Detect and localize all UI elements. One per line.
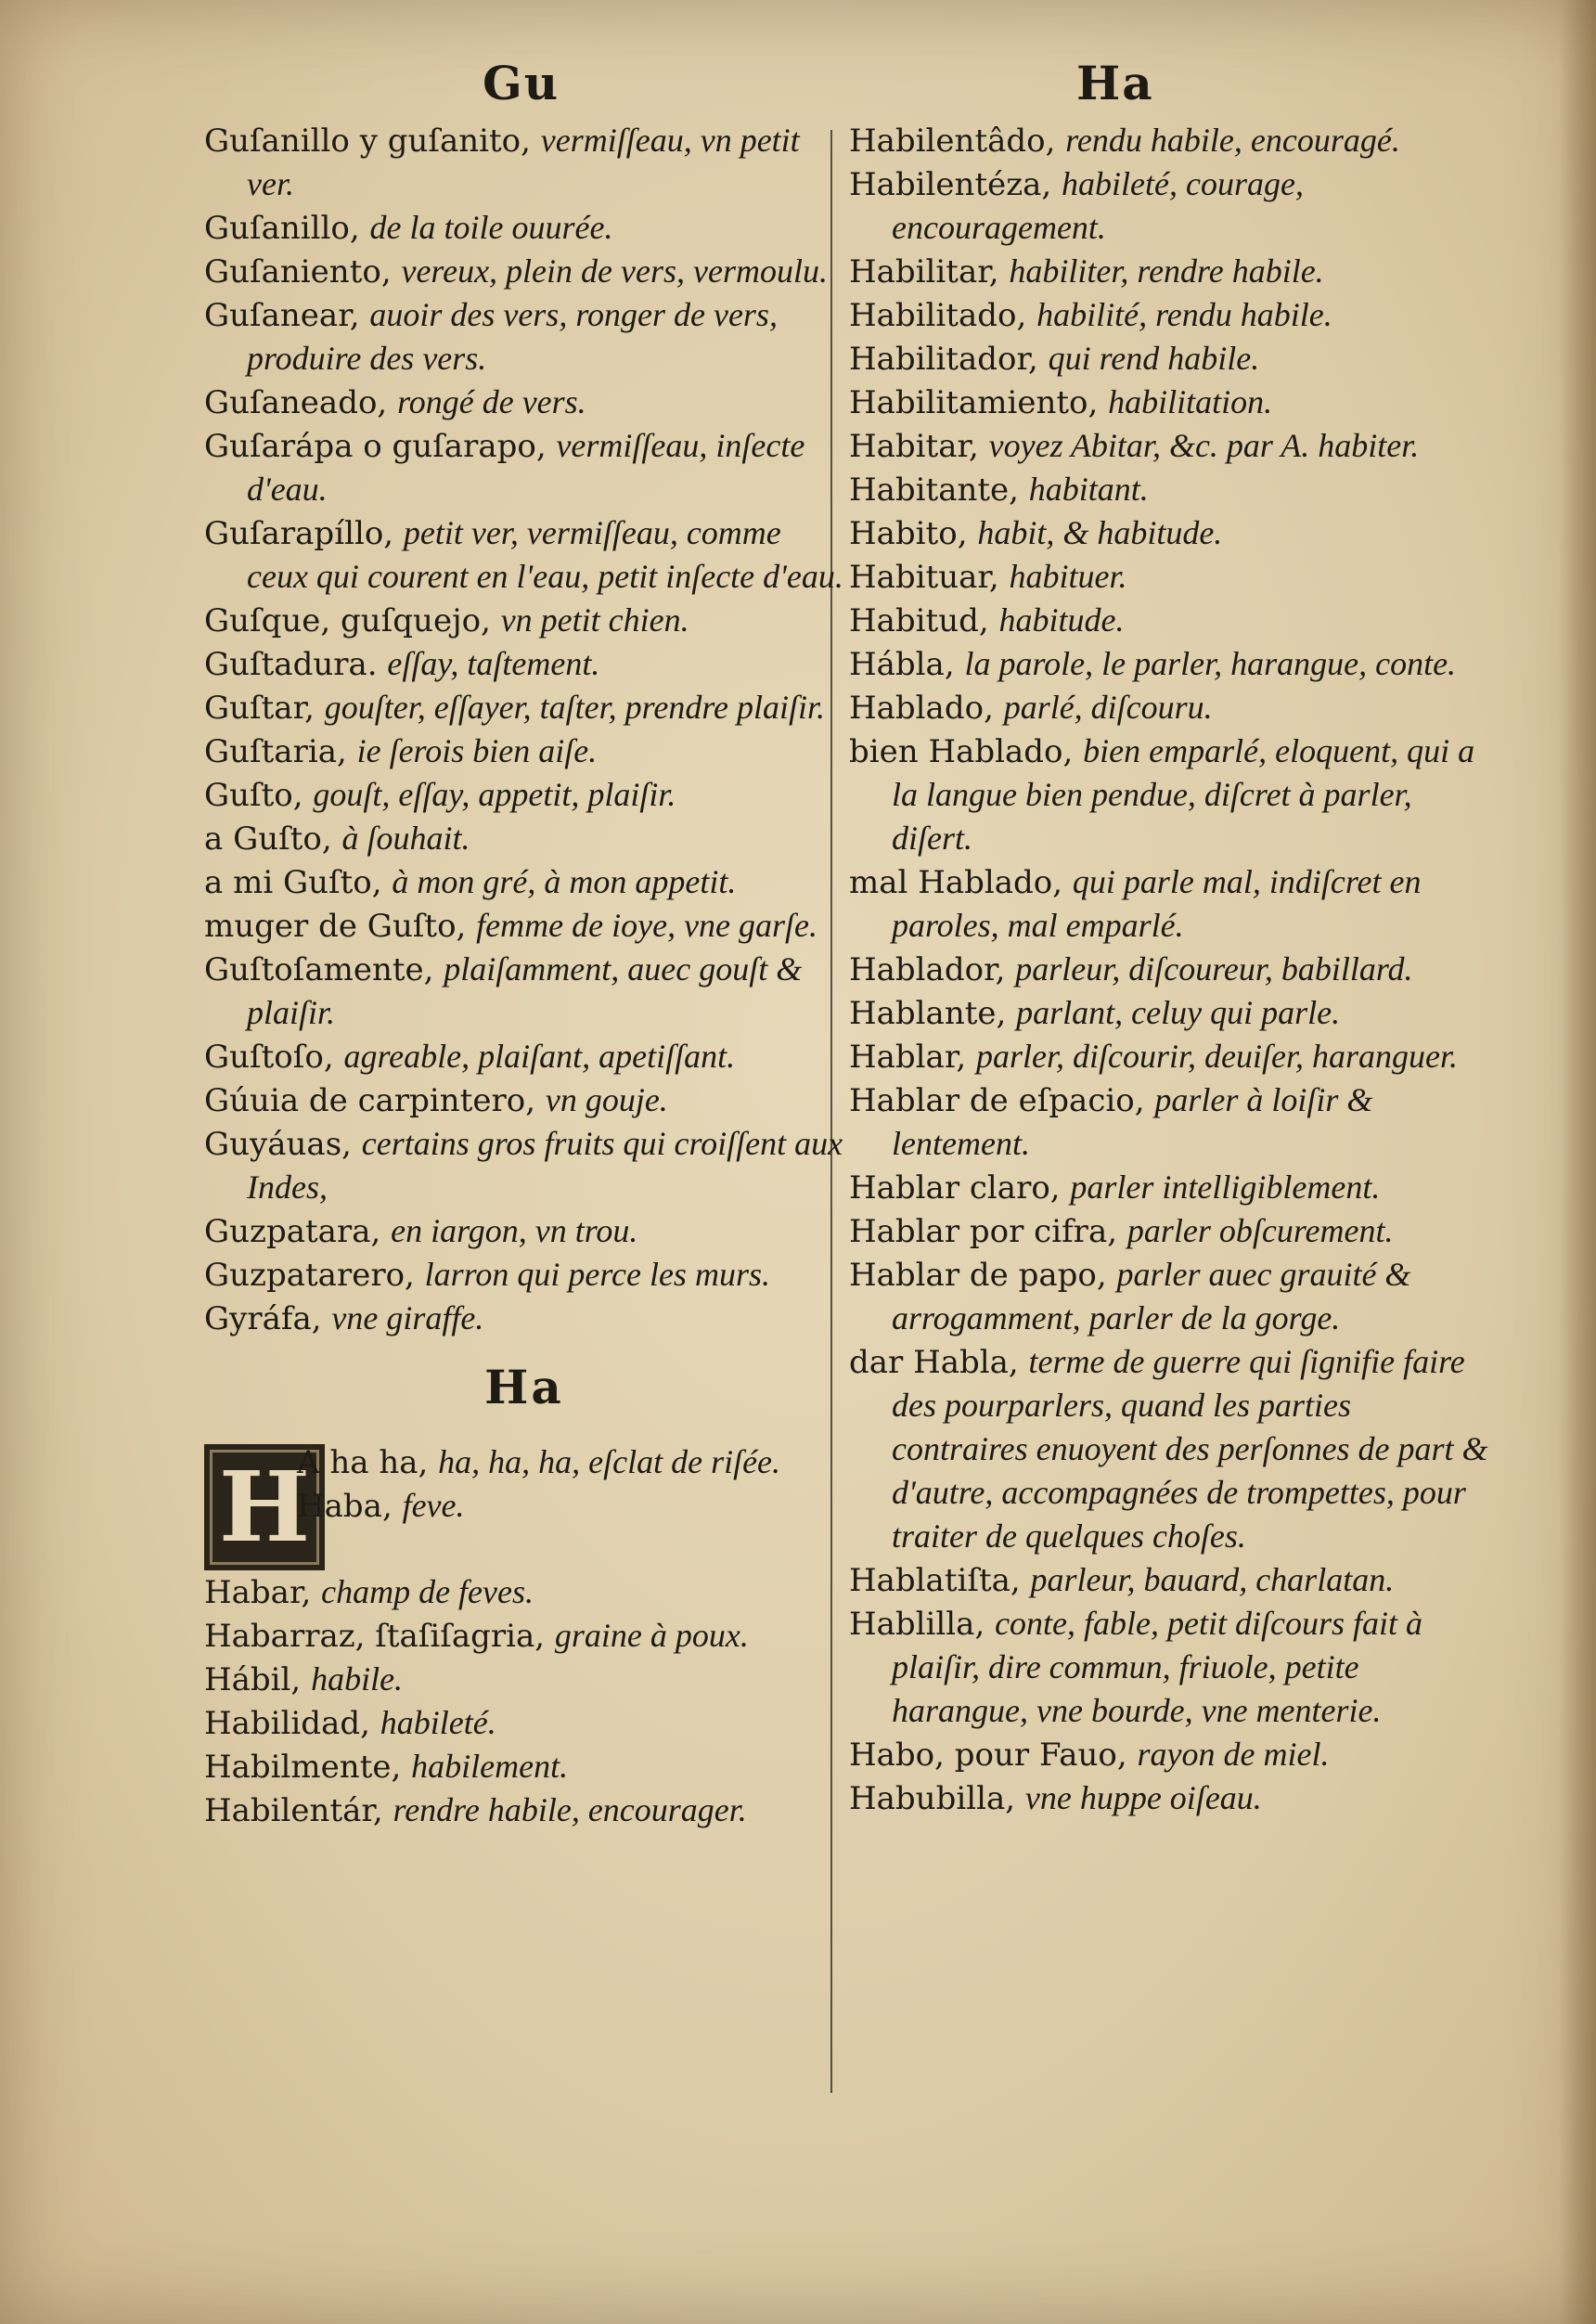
entry-headword: Guſque, guſquejo, xyxy=(204,602,491,639)
entry-translation: parler intelligiblement. xyxy=(1070,1168,1381,1206)
dictionary-entry xyxy=(204,1614,844,1658)
entry-headword: Habituar, xyxy=(849,559,999,596)
entry-translation: vermiſſeau, vn petit ver. xyxy=(247,122,800,202)
entry-translation: parler auec grauité & arrogamment, parler de la gorge. xyxy=(892,1256,1411,1336)
entry-headword: Habilentéza, xyxy=(849,166,1052,203)
page-edge-shadow xyxy=(1559,0,1596,2324)
entry-headword: Hablar por cifra, xyxy=(849,1213,1118,1250)
dictionary-entry xyxy=(204,1035,844,1078)
entry-translation: feve. xyxy=(402,1487,465,1524)
entry-translation: habitant. xyxy=(1028,471,1149,508)
entry-headword: dar Habla, xyxy=(849,1344,1019,1381)
entry-headword: Habo, pour Fauo, xyxy=(849,1737,1127,1774)
dictionary-entry xyxy=(849,250,1489,293)
right-entry-list xyxy=(849,119,1489,1820)
dictionary-entry xyxy=(849,1340,1489,1558)
dictionary-entry xyxy=(204,1658,844,1701)
entry-translation: parlé, diſcouru. xyxy=(1003,689,1213,726)
entry-headword: Gyráfa, xyxy=(204,1300,322,1337)
entry-headword: Habilmente, xyxy=(204,1749,402,1786)
entry-translation: à ſouhait. xyxy=(341,820,470,857)
entry-translation: habilitation. xyxy=(1108,383,1273,420)
entry-headword: Habilentár, xyxy=(204,1792,383,1829)
dictionary-entry xyxy=(849,1776,1489,1820)
dictionary-entry xyxy=(849,293,1489,337)
dictionary-entry xyxy=(849,860,1489,948)
dictionary-entry xyxy=(204,860,844,904)
dictionary-entry xyxy=(849,1078,1489,1166)
entry-translation: vn gouje. xyxy=(545,1081,668,1118)
entry-translation: la parole, le parler, harangue, conte. xyxy=(964,645,1457,682)
entry-headword: A ha ha, xyxy=(297,1444,429,1481)
dictionary-entry xyxy=(204,1788,844,1832)
dictionary-entry xyxy=(204,1122,844,1209)
entry-headword: Guſarapíllo, xyxy=(204,515,394,552)
entry-translation: qui parle mal, indiſcret en paroles, mal emparlé. xyxy=(892,863,1422,944)
dictionary-entry xyxy=(849,555,1489,599)
entry-translation: habiliter, rendre habile. xyxy=(1009,252,1324,290)
entry-translation: habileté. xyxy=(380,1704,496,1741)
entry-headword: Habilitador, xyxy=(849,341,1038,378)
entry-headword: Guſtoſo, xyxy=(204,1039,334,1076)
entry-headword: Guſtoſamente, xyxy=(204,951,434,988)
entry-translation: gouſter, eſſayer, taſter, prendre plaiſir. xyxy=(324,689,826,726)
entry-headword: Hablar de papo, xyxy=(849,1257,1107,1294)
dictionary-entry xyxy=(204,817,844,860)
entry-headword: Guſarápa o guſarapo, xyxy=(204,428,547,465)
dictionary-entry xyxy=(204,1745,844,1788)
left-entry-list xyxy=(204,119,844,1340)
entry-headword: Habilidad, xyxy=(204,1705,370,1742)
entry-translation: parleur, diſcoureur, babillard. xyxy=(1015,950,1413,988)
entry-translation: habilement. xyxy=(411,1748,569,1785)
dictionary-entry xyxy=(204,1570,844,1614)
dictionary-entry xyxy=(204,904,844,948)
entry-translation: parleur, bauard, charlatan. xyxy=(1030,1561,1395,1598)
entry-headword: Hablilla, xyxy=(849,1606,985,1643)
entry-translation: petit ver, vermiſſeau, comme ceux qui courent en l'eau, petit inſecte d'eau. xyxy=(247,514,843,595)
entry-headword: Habitud, xyxy=(849,602,989,639)
entry-headword: Guſanillo, xyxy=(204,210,360,247)
entry-translation: certains gros fruits qui croiſſent aux Indes, xyxy=(247,1125,843,1206)
dictionary-entry xyxy=(849,1166,1489,1209)
entry-translation: voyez Abitar, &c. par A. habiter. xyxy=(988,427,1420,464)
dictionary-entry xyxy=(204,599,844,642)
entry-translation: vermiſſeau, inſecte d'eau. xyxy=(247,427,805,508)
dictionary-entry xyxy=(204,119,844,206)
dictionary-entry xyxy=(849,162,1489,250)
dictionary-entry xyxy=(204,686,844,729)
entry-headword: Guſaneado, xyxy=(204,384,388,421)
entry-translation: terme de guerre qui ſignifie faire des pourparlers, quand les parties contraires enuoyent des perſonnes de part & d'autre, accompagnées de trompettes, pour traiter de quelques choſes. xyxy=(892,1343,1488,1555)
entry-translation: champ de feves. xyxy=(321,1573,534,1610)
entry-headword: Guſanillo y guſanito, xyxy=(204,123,531,160)
entry-headword: bien Hablado, xyxy=(849,733,1074,770)
dictionary-entry xyxy=(849,1733,1489,1776)
entry-headword: Habarraz, ſtaſiſagria, xyxy=(204,1618,546,1655)
initial-entry-list xyxy=(204,1440,844,1528)
entry-headword: Gúuia de carpintero, xyxy=(204,1082,536,1119)
entry-headword: Hablatiſta, xyxy=(849,1562,1021,1599)
dictionary-entry xyxy=(204,1701,844,1745)
entry-headword: Hablado, xyxy=(849,690,994,727)
entry-translation: à mon gré, à mon appetit. xyxy=(392,863,737,900)
entry-translation: eſſay, taſtement. xyxy=(387,645,600,682)
entry-translation: parler obſcurement. xyxy=(1126,1212,1394,1249)
entry-translation: femme de ioye, vne garſe. xyxy=(476,907,818,944)
entry-headword: Guſtadura. xyxy=(204,646,378,683)
entry-translation: graine à poux. xyxy=(554,1617,749,1654)
dictionary-entry xyxy=(204,642,844,686)
left-entry-list-2 xyxy=(204,1570,844,1832)
entry-headword: a Guſto, xyxy=(204,820,332,858)
dictionary-entry xyxy=(849,1253,1489,1340)
dictionary-entry xyxy=(204,729,844,773)
dictionary-entry xyxy=(849,424,1489,468)
entry-headword: Hábil, xyxy=(204,1661,302,1698)
entry-translation: bien emparlé, eloquent, qui a la langue bien pendue, diſcret à parler, diſert. xyxy=(892,732,1475,857)
dictionary-entry xyxy=(849,1602,1489,1733)
dictionary-entry xyxy=(204,1484,844,1528)
dictionary-entry xyxy=(204,1297,844,1340)
dictionary-entry xyxy=(849,468,1489,511)
entry-translation: auoir des vers, ronger de vers, produire des vers. xyxy=(247,296,778,377)
dictionary-entry xyxy=(849,729,1489,860)
entry-headword: Habitar, xyxy=(849,428,979,465)
entry-headword: mal Hablado, xyxy=(849,864,1063,901)
entry-translation: de la toile ouurée. xyxy=(369,209,613,246)
entry-translation: rendre habile, encourager. xyxy=(393,1791,747,1828)
dictionary-entry xyxy=(204,206,844,250)
entry-headword: Hablador, xyxy=(849,951,1006,988)
dictionary-entry xyxy=(204,1209,844,1253)
right-column xyxy=(849,119,1489,1820)
entry-translation: habile. xyxy=(311,1660,404,1698)
entry-headword: Hablar de eſpacio, xyxy=(849,1082,1145,1119)
entry-headword: Habar, xyxy=(204,1574,312,1611)
entry-translation: ie ſerois bien aiſe. xyxy=(356,732,598,769)
dictionary-entry xyxy=(849,337,1489,381)
dictionary-entry xyxy=(849,1035,1489,1078)
dictionary-entry xyxy=(849,381,1489,424)
entry-headword: Habitante, xyxy=(849,471,1019,509)
entry-translation: habituer. xyxy=(1009,558,1127,595)
dictionary-entry xyxy=(204,1440,844,1484)
dictionary-entry xyxy=(849,686,1489,729)
entry-translation: parler, diſcourir, deuiſer, haranguer. xyxy=(975,1038,1458,1075)
entry-headword: Hablar, xyxy=(849,1039,967,1076)
dictionary-entry xyxy=(204,1253,844,1297)
entry-headword: Hablante, xyxy=(849,995,1007,1032)
entry-translation: gouſt, eſſay, appetit, plaiſir. xyxy=(313,776,676,813)
entry-headword: Hábla, xyxy=(849,646,955,683)
entry-translation: habilité, rendu habile. xyxy=(1036,296,1332,333)
dictionary-entry xyxy=(849,948,1489,991)
entry-translation: agreable, plaiſant, apetiſſant. xyxy=(343,1038,736,1075)
entry-headword: Habubilla, xyxy=(849,1780,1016,1817)
initial-block xyxy=(204,1440,844,1570)
dictionary-entry xyxy=(204,948,844,1035)
dictionary-entry xyxy=(849,642,1489,686)
entry-translation: habileté, courage, encouragement. xyxy=(892,165,1304,246)
section-heading-ha: Ha xyxy=(484,1360,564,1414)
entry-headword: muger de Guſto, xyxy=(204,908,467,945)
entry-headword: Habilitamiento, xyxy=(849,384,1099,421)
entry-translation: larron qui perce les murs. xyxy=(424,1256,770,1293)
dictionary-entry xyxy=(204,250,844,293)
entry-translation: rendu habile, encouragé. xyxy=(1065,122,1400,159)
entry-headword: Guſaniento, xyxy=(204,253,392,290)
entry-translation: parler à loiſir & lentement. xyxy=(892,1081,1373,1162)
dictionary-entry xyxy=(204,773,844,817)
entry-translation: conte, fable, petit diſcours fait à plaiſir, dire commun, friuole, petite harangue, vne bourde, vne menterie. xyxy=(892,1605,1423,1729)
entry-translation: habitude. xyxy=(998,601,1125,639)
entry-headword: Guſtar, xyxy=(204,690,315,727)
dictionary-entry xyxy=(849,991,1489,1035)
dictionary-entry xyxy=(204,511,844,599)
entry-headword: a mi Guſto, xyxy=(204,864,382,901)
entry-headword: Guſtaria, xyxy=(204,733,347,770)
entry-translation: vereux, plein de vers, vermoulu. xyxy=(401,252,828,290)
entry-translation: habit, & habitude. xyxy=(977,514,1223,551)
running-head-left: Gu xyxy=(483,56,560,110)
entry-translation: plaiſamment, auec gouſt & plaiſir. xyxy=(247,950,803,1031)
entry-translation: en iargon, vn trou. xyxy=(391,1212,638,1249)
entry-headword: Hablar claro, xyxy=(849,1169,1061,1207)
left-column xyxy=(204,119,844,1832)
entry-headword: Haba, xyxy=(297,1488,393,1525)
entry-headword: Guzpatara, xyxy=(204,1213,381,1250)
entry-headword: Guſto, xyxy=(204,777,303,814)
dictionary-entry xyxy=(849,119,1489,162)
entry-translation: vne giraffe. xyxy=(331,1299,484,1336)
entry-headword: Habilitar, xyxy=(849,253,999,290)
entry-translation: ha, ha, ha, eſclat de riſée. xyxy=(438,1443,781,1480)
dictionary-entry xyxy=(849,511,1489,555)
decorated-initial-h: H xyxy=(204,1444,325,1570)
running-head-right: Ha xyxy=(1076,56,1154,110)
entry-translation: qui rend habile. xyxy=(1048,340,1260,377)
entry-headword: Habito, xyxy=(849,515,968,552)
entry-translation: rongé de vers. xyxy=(397,383,586,420)
entry-headword: Guyáuas, xyxy=(204,1126,352,1163)
dictionary-entry xyxy=(849,599,1489,642)
dictionary-entry xyxy=(849,1209,1489,1253)
dictionary-entry xyxy=(204,1078,844,1122)
entry-headword: Guzpatarero, xyxy=(204,1257,415,1294)
entry-translation: parlant, celuy qui parle. xyxy=(1016,994,1341,1031)
entry-headword: Habilitado, xyxy=(849,297,1027,334)
entry-translation: vne huppe oiſeau. xyxy=(1024,1779,1262,1816)
dictionary-entry xyxy=(204,293,844,381)
dictionary-entry xyxy=(849,1558,1489,1602)
entry-translation: rayon de miel. xyxy=(1137,1736,1330,1773)
entry-translation: vn petit chien. xyxy=(500,601,689,639)
entry-headword: Guſanear, xyxy=(204,297,360,334)
dictionary-entry xyxy=(204,424,844,511)
entry-headword: Habilentâdo, xyxy=(849,123,1056,160)
dictionary-entry xyxy=(204,381,844,424)
